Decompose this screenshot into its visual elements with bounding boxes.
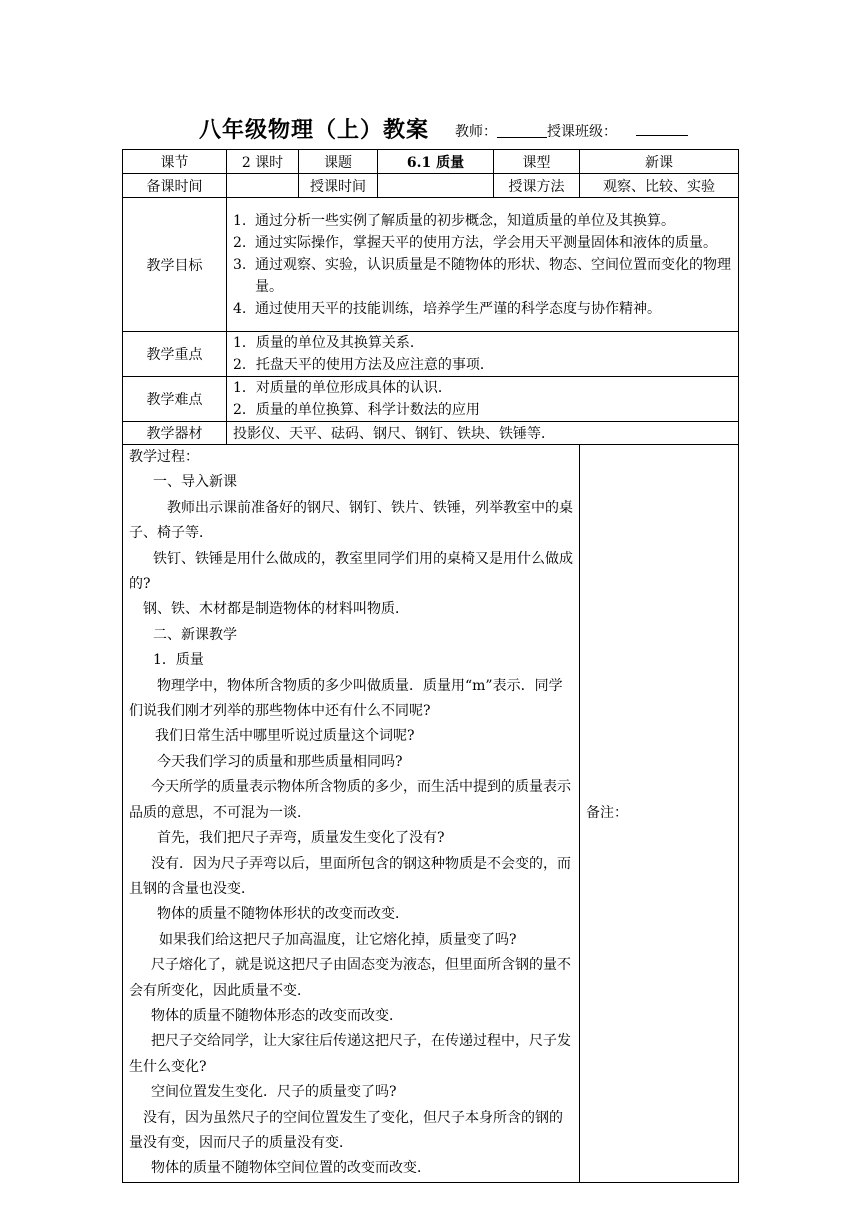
class-field — [636, 121, 688, 138]
process-paragraph: 把尺子交给同学，让大家往后传递这把尺子，在传递过程中，尺子发生什么变化? — [129, 1033, 571, 1075]
process-paragraph: 物理学中，物体所含物质的多少叫做质量．质量用“m”表示．同学们说我们刚才列举的那些物体中还有什么不同呢? — [129, 677, 563, 720]
key-points-label: 教学重点 — [123, 332, 227, 377]
process-paragraph: 教师出示课前准备好的钢尺、钢钉、铁片、铁锤，列举教室中的桌子、椅子等． — [129, 499, 573, 542]
info-row-1 — [123, 150, 739, 174]
difficulties-content — [227, 377, 739, 422]
document-title: 八年级物理（上）教案 — [199, 118, 430, 143]
goal-item — [227, 254, 732, 298]
class-label: 授课班级： — [547, 124, 617, 140]
goal-number: 3. — [233, 256, 247, 273]
lesson-label: 课节 — [123, 150, 227, 174]
process-row — [123, 445, 739, 1183]
lesson-value: 2 课时 — [227, 150, 299, 174]
class-blank — [636, 121, 688, 136]
type-label: 课型 — [494, 150, 580, 174]
process-paragraph: 今天我们学习的质量和那些质量相同吗? — [157, 753, 403, 770]
process-label: 教学过程： — [129, 449, 199, 465]
teacher-label: 教师： — [455, 124, 497, 140]
key-points-row — [123, 332, 739, 377]
method-label: 授课方法 — [494, 174, 580, 198]
process-paragraph: 物体的质量不随物体形态的改变而改变． — [151, 1007, 403, 1024]
teacher-blank — [497, 123, 547, 138]
key-points-content — [227, 332, 739, 377]
goals-list — [227, 210, 732, 320]
process-paragraph: 一、导入新课 — [153, 474, 237, 491]
goals-label: 教学目标 — [123, 198, 227, 332]
process-paragraph: 今天所学的质量表示物体所含物质的多少，而生活中提到的质量表示品质的意思，不可混为一谈． — [129, 779, 571, 821]
notes-column — [580, 445, 739, 1183]
process-paragraph: 没有．因为尺子弄弯以后，里面所包含的钢这种物质是不会变的，而且钢的含量也没变． — [129, 855, 571, 897]
topic-value: 6.1 质量 — [378, 150, 494, 174]
goals-content — [227, 198, 739, 332]
goal-item — [227, 210, 732, 232]
process-paragraph: 钢、铁、木材都是制造物体的材料叫物质． — [143, 601, 409, 618]
process-paragraph: 没有，因为虽然尺子的空间位置发生了变化，但尺子本身所含的钢的量没有变，因而尺子的质量没有变． — [129, 1109, 563, 1151]
goal-number: 4. — [233, 300, 247, 317]
teach-time-label: 授课时间 — [299, 174, 378, 198]
goal-number: 2. — [233, 234, 247, 251]
process-paragraph: 首先，我们把尺子弄弯，质量发生变化了没有? — [157, 830, 445, 847]
key-point-item: 2．托盘天平的使用方法及应注意的事项． — [233, 357, 494, 373]
difficulties-label: 教学难点 — [123, 377, 227, 422]
notes-label: 备注： — [586, 804, 628, 821]
teacher-field — [455, 121, 617, 141]
key-point-item: 1．质量的单位及其换算关系． — [233, 335, 424, 351]
process-paragraph: 如果我们给这把尺子加高温度，让它熔化掉，质量变了吗? — [159, 931, 517, 948]
goal-item — [227, 232, 732, 254]
goal-text: 通过分析一些实例了解质量的初步概念，知道质量的单位及其换算。 — [255, 212, 675, 229]
equipment-value: 投影仪、天平、砝码、钢尺、钢钉、铁块、铁锤等． — [227, 422, 739, 445]
goal-text: 通过观察、实验，认识质量是不随物体的形状、物态、空间位置而变化的物理量。 — [255, 256, 731, 295]
difficulty-item: 1．对质量的单位形成具体的认识． — [233, 380, 452, 396]
document-header — [0, 113, 860, 147]
goals-row — [123, 198, 739, 332]
difficulty-item: 2．质量的单位换算、科学计数法的应用 — [233, 402, 480, 418]
process-paragraph: 空间位置发生变化．尺子的质量变了吗? — [151, 1084, 397, 1101]
prep-time-value — [227, 174, 299, 198]
type-value: 新课 — [580, 150, 739, 174]
goal-number: 1. — [233, 212, 247, 229]
goal-text: 通过实际操作，掌握天平的使用方法，学会用天平测量固体和液体的质量。 — [255, 234, 717, 251]
info-row-2 — [123, 174, 739, 198]
process-paragraph: 物体的质量不随物体空间位置的改变而改变． — [151, 1160, 431, 1177]
teach-time-value — [378, 174, 494, 198]
lesson-plan-table — [122, 149, 739, 1183]
process-content — [123, 445, 580, 1183]
goal-item — [227, 298, 732, 320]
method-value: 观察、比较、实验 — [580, 174, 739, 198]
process-paragraph: 1．质量 — [153, 652, 204, 669]
process-paragraph: 我们日常生活中哪里听说过质量这个词呢? — [155, 728, 415, 745]
process-paragraph: 铁钉、铁锤是用什么做成的，教室里同学们用的桌椅又是用什么做成的? — [129, 550, 573, 593]
equipment-row — [123, 422, 739, 445]
process-paragraph: 二、新课教学 — [153, 626, 237, 643]
process-paragraph: 尺子熔化了，就是说这把尺子由固态变为液态，但里面所含钢的量不会有所变化，因此质量不变． — [129, 957, 571, 999]
equipment-label: 教学器材 — [123, 422, 227, 445]
difficulties-row — [123, 377, 739, 422]
topic-label: 课题 — [299, 150, 378, 174]
process-paragraph: 物体的质量不随物体形状的改变而改变． — [157, 906, 409, 923]
goal-text: 通过使用天平的技能训练，培养学生严谨的科学态度与协作精神。 — [255, 300, 661, 317]
prep-time-label: 备课时间 — [123, 174, 227, 198]
